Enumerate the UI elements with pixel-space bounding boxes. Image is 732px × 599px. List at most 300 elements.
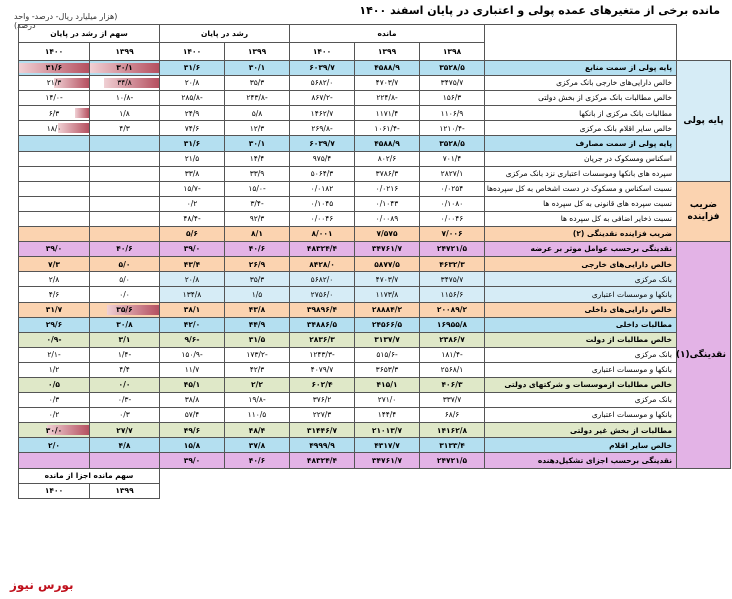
- balance-cell: ۵۶۸۲/۰: [290, 76, 355, 91]
- row-label: بانک مرکزی: [485, 347, 677, 362]
- table-row: [19, 317, 731, 332]
- balance-cell: ۲۴۷۲۱/۵: [420, 242, 485, 257]
- watermark: بورس نیوز: [10, 578, 74, 592]
- share-value: -۰/۳: [117, 395, 132, 405]
- share-cell: [19, 393, 90, 408]
- balance-group-header: مانده: [290, 25, 485, 43]
- share-value: ۳۴/۸: [117, 78, 132, 88]
- share-cell: [19, 438, 90, 453]
- balance-cell: ۲۷۵۶/۰: [290, 287, 355, 302]
- growth-cell: ۳۰/۱: [225, 136, 290, 151]
- balance-cell: ۲۰۰۸۹/۲: [420, 302, 485, 317]
- share-cell: [90, 302, 160, 317]
- table-row: [19, 408, 731, 423]
- share-value: -۱۰/۸: [115, 93, 134, 103]
- balance-cell: ۲۲۷/۳: [290, 408, 355, 423]
- table-row: [19, 61, 731, 76]
- growth-cell: ۳۱/۶: [160, 136, 225, 151]
- balance-cell: ۰/۰۱۸۲: [290, 181, 355, 196]
- share-bar: [75, 108, 89, 118]
- share-footer-year: ۱۴۰۰: [19, 483, 90, 498]
- share-cell: [90, 121, 160, 136]
- table-row: [19, 453, 731, 468]
- table-row: [19, 362, 731, 377]
- share-value: ۲/۰: [48, 440, 60, 450]
- growth-cell: ۳۱/۶: [160, 61, 225, 76]
- balance-cell: ۳۱۴۴۶/۷: [290, 423, 355, 438]
- share-cell: [19, 166, 90, 181]
- balance-cell: ۳۶۵۳/۳: [355, 362, 420, 377]
- growth-cell: ۱۵/۸: [160, 438, 225, 453]
- row-label: نقدینگی برحسب اجزای تشکیل‌دهنده: [485, 453, 677, 468]
- balance-cell: ۷۰۱/۴: [420, 151, 485, 166]
- balance-cell: ۲۴۵۶۶/۵: [355, 317, 420, 332]
- balance-cell: ۳۴۸۸۶/۵: [290, 317, 355, 332]
- share-cell: [90, 106, 160, 121]
- share-value: ۲۱/۳: [46, 78, 62, 88]
- share-value: ۵/۰: [118, 259, 131, 269]
- balance-cell: ۱۴۴/۴: [355, 408, 420, 423]
- balance-cell: ۳۵۲۸/۵: [420, 136, 485, 151]
- table-row: [19, 121, 731, 136]
- balance-cell: ۱۶۹۵۵/۸: [420, 317, 485, 332]
- page-title: مانده برخی از متغیرهای عمده پولی و اعتباری در پایان اسفند ۱۴۰۰: [359, 4, 720, 17]
- balance-cell: ۲۷۱/۰: [355, 393, 420, 408]
- share-value: -۲/۱: [47, 350, 61, 360]
- table-row: [19, 347, 731, 362]
- balance-cell: ۰/۱۰۸۰: [420, 196, 485, 211]
- share-cell: [90, 362, 160, 377]
- growth-cell: ۷۴/۶: [160, 121, 225, 136]
- balance-cell: ۴۸۳۲۴/۴: [290, 242, 355, 257]
- monetary-table: [18, 24, 731, 499]
- share-value: -۱۴/۰: [45, 93, 63, 103]
- growth-cell: ۲۰/۸: [160, 76, 225, 91]
- balance-cell: ۸۰۲/۶: [355, 151, 420, 166]
- share-value: ۳۱/۷: [45, 304, 63, 314]
- growth-cell: -۱۵۰/۹: [160, 347, 225, 362]
- balance-cell: ۴۷۰۳/۷: [355, 76, 420, 91]
- table-row: [19, 377, 731, 392]
- row-label: خالص مطالبات از دولت: [485, 332, 677, 347]
- balance-cell: ۰/۰۲۵۴: [420, 181, 485, 196]
- balance-cell: ۶۰۳۹/۷: [290, 61, 355, 76]
- balance-cell: ۱۱۷۳/۸: [355, 287, 420, 302]
- share-cell: [19, 181, 90, 196]
- row-label: خالص مطالبات بانک مرکزی از بخش دولتی: [485, 91, 677, 106]
- balance-cell: ۶۰۲/۴: [290, 377, 355, 392]
- share-value: ۴/۳: [119, 123, 130, 133]
- share-cell: [90, 211, 160, 226]
- year-header: ۱۳۹۸: [420, 43, 485, 61]
- balance-cell: ۰/۰۰۴۶: [420, 211, 485, 226]
- share-value: ۵/۰: [119, 274, 130, 284]
- balance-cell: ۳۴۷۵/۷: [420, 272, 485, 287]
- growth-cell: ۱۱/۷: [160, 362, 225, 377]
- share-value: ۷/۳: [48, 259, 60, 269]
- balance-cell: ۶۰۳۹/۷: [290, 136, 355, 151]
- growth-cell: ۸/۱: [225, 227, 290, 242]
- share-cell: [90, 136, 160, 151]
- balance-cell: ۲۴۷۲۱/۵: [420, 453, 485, 468]
- growth-cell: ۳۱/۵: [225, 332, 290, 347]
- balance-cell: ۲۸۲۷/۱: [420, 166, 485, 181]
- category-label: ضریب فزاینده: [677, 181, 731, 241]
- row-label: نسبت سپرده های قانونی به کل سپرده ها: [485, 196, 677, 211]
- table-row: [19, 211, 731, 226]
- share-value: ۲۹/۶: [45, 319, 63, 329]
- growth-cell: -۴۸/۴: [160, 211, 225, 226]
- balance-cell: ۰/۰۰۴۶: [290, 211, 355, 226]
- year-header: ۱۳۹۹: [225, 43, 290, 61]
- table-row: [19, 272, 731, 287]
- share-cell: [19, 408, 90, 423]
- row-label: مطالبات داخلی: [485, 317, 677, 332]
- balance-cell: ۳۹۸۹۶/۴: [290, 302, 355, 317]
- share-cell: [19, 91, 90, 106]
- growth-cell: ۵/۶: [160, 227, 225, 242]
- share-value: ۰/۰: [119, 289, 130, 299]
- balance-cell: ۵۶۸۲/۰: [290, 272, 355, 287]
- share-cell: [19, 61, 90, 76]
- growth-cell: ۴۸/۴: [225, 423, 290, 438]
- share-cell: [90, 347, 160, 362]
- share-cell: [19, 136, 90, 151]
- balance-cell: ۳۷۶/۲: [290, 393, 355, 408]
- balance-cell: ۲۳۸۶/۷: [420, 332, 485, 347]
- share-cell: [90, 76, 160, 91]
- table-row: [19, 106, 731, 121]
- share-cell: [19, 332, 90, 347]
- share-cell: [19, 227, 90, 242]
- share-value: ۳/۱: [118, 334, 131, 344]
- table-row: [19, 468, 731, 483]
- share-cell: [90, 287, 160, 302]
- growth-cell: ۴۰/۶: [225, 242, 290, 257]
- balance-cell: ۵۸۷۷/۵: [355, 257, 420, 272]
- share-value: ۳۰/۱: [116, 63, 133, 73]
- share-value: ۰/۳: [119, 410, 130, 420]
- share-value: -۱/۴: [117, 350, 132, 360]
- row-label: بانکها و موسسات اعتباری: [485, 287, 677, 302]
- row-label: خالص دارایی‌های خارجی بانک مرکزی: [485, 76, 677, 91]
- balance-cell: -۱۲۱۰/۴: [420, 121, 485, 136]
- balance-cell: ۴۹۹۹/۹: [290, 438, 355, 453]
- share-cell: [90, 377, 160, 392]
- share-footer-title: سهم مانده اجزا از مانده: [19, 468, 160, 483]
- row-label: اسکناس ومسکوک در جریان: [485, 151, 677, 166]
- share-cell: [19, 121, 90, 136]
- table-row: [19, 393, 731, 408]
- growth-cell: -۱۹/۸: [225, 393, 290, 408]
- share-cell: [19, 362, 90, 377]
- share-cell: [19, 106, 90, 121]
- balance-cell: ۱۱۰۶/۹: [420, 106, 485, 121]
- share-cell: [90, 257, 160, 272]
- share-value: ۰/۲: [48, 410, 60, 420]
- share-value: ۰/۵: [48, 380, 60, 390]
- row-label: بانکها و موسسات اعتباری: [485, 408, 677, 423]
- share-footer-year: ۱۳۹۹: [90, 483, 160, 498]
- growth-cell: ۳۹/۰: [160, 453, 225, 468]
- balance-cell: ۵۰۶۴/۳: [290, 166, 355, 181]
- year-header: ۱۳۹۹: [90, 43, 160, 61]
- table-row: [19, 287, 731, 302]
- growth-cell: ۲۱/۵: [160, 151, 225, 166]
- row-label: بانکها و موسسات اعتباری: [485, 362, 677, 377]
- balance-cell: ۳۴۷۶۱/۷: [355, 242, 420, 257]
- share-cell: [19, 211, 90, 226]
- share-cell: [90, 227, 160, 242]
- row-label: خالص سایر اقلام بانک مرکزی: [485, 121, 677, 136]
- share-cell: [90, 423, 160, 438]
- balance-cell: ۴۳۱۷/۷: [355, 438, 420, 453]
- share-cell: [90, 453, 160, 468]
- share-cell: [19, 287, 90, 302]
- row-label: خالص دارایی‌های داخلی: [485, 302, 677, 317]
- share-cell: [90, 91, 160, 106]
- growth-cell: ۲۴/۹: [160, 106, 225, 121]
- balance-cell: ۳۱۳۷/۷: [355, 332, 420, 347]
- share-cell: [19, 347, 90, 362]
- growth-cell: ۱/۵: [225, 287, 290, 302]
- share-value: ۲/۸: [48, 274, 60, 284]
- growth-cell: ۱۳۴/۸: [160, 287, 225, 302]
- share-value: ۰/۰: [118, 380, 131, 390]
- balance-cell: ۴۰۶/۳: [420, 377, 485, 392]
- growth-cell: ۱۴/۴: [225, 151, 290, 166]
- year-header: ۱۳۹۹: [355, 43, 420, 61]
- share-cell: [19, 302, 90, 317]
- category-label: پایه پولی: [677, 61, 731, 182]
- growth-cell: -۲۸۵/۸: [160, 91, 225, 106]
- share-cell: [90, 408, 160, 423]
- year-header: ۱۴۰۰: [290, 43, 355, 61]
- balance-cell: ۲۵۶۸/۱: [420, 362, 485, 377]
- growth-cell: ۵/۸: [225, 106, 290, 121]
- growth-cell: ۵۷/۴: [160, 408, 225, 423]
- balance-cell: ۲۸۳۶/۳: [290, 332, 355, 347]
- growth-cell: ۲/۲: [225, 377, 290, 392]
- share-cell: [90, 181, 160, 196]
- share-cell: [19, 423, 90, 438]
- share-cell: [19, 453, 90, 468]
- share-cell: [90, 166, 160, 181]
- category-label: نقدینگی(۱): [677, 242, 731, 468]
- share-value: ۳۵/۶: [116, 304, 133, 314]
- share-value: ۴۰/۶: [116, 244, 133, 254]
- share-value: ۳۰/۰: [45, 425, 63, 435]
- growth-cell: ۳۳/۹: [225, 166, 290, 181]
- balance-cell: ۴۷۰۳/۷: [355, 272, 420, 287]
- share-value: ۳۰/۸: [116, 319, 133, 329]
- share-value: ۴/۶: [48, 289, 60, 299]
- share-value: ۴/۴: [119, 365, 130, 375]
- share-value: ۱/۲: [48, 365, 60, 375]
- balance-cell: ۳۴۷۶۱/۷: [355, 453, 420, 468]
- balance-cell: ۴۶۳۲/۳: [420, 257, 485, 272]
- share-value: ۰/۳: [48, 395, 60, 405]
- growth-group-header: رشد در پایان: [160, 25, 290, 43]
- share-value: ۴/۸: [118, 440, 131, 450]
- growth-cell: ۳۸/۱: [160, 302, 225, 317]
- growth-cell: -۱۵/۰: [225, 181, 290, 196]
- row-label: پایه پولی از سمت مصارف: [485, 136, 677, 151]
- growth-cell: ۱۲/۳: [225, 121, 290, 136]
- growth-cell: -۱۵/۷: [160, 181, 225, 196]
- row-label: مطالبات از بخش غیر دولتی: [485, 423, 677, 438]
- table-row: [19, 181, 731, 196]
- balance-cell: ۳۷۸۶/۳: [355, 166, 420, 181]
- growth-cell: ۹۲/۳: [225, 211, 290, 226]
- share-cell: [90, 242, 160, 257]
- table-row: [19, 332, 731, 347]
- share-value: ۱/۸: [119, 108, 130, 118]
- growth-cell: ۴۴/۹: [225, 317, 290, 332]
- row-label: نقدینگی برحسب عوامل موثر بر عرضه: [485, 242, 677, 257]
- row-label: بانک مرکزی: [485, 393, 677, 408]
- units-note: (هزار میلیارد ریال- درصد- واحد درصد): [14, 12, 118, 30]
- balance-cell: ۰/۰۲۱۶: [355, 181, 420, 196]
- share-value: ۱۸/۰: [46, 123, 62, 133]
- balance-cell: ۹۷۵/۴: [290, 151, 355, 166]
- share-value: ۶/۳: [48, 108, 60, 118]
- share-cell: [19, 377, 90, 392]
- balance-cell: ۲۱۰۱۳/۷: [355, 423, 420, 438]
- balance-cell: -۱۰۶۱/۴: [355, 121, 420, 136]
- growth-cell: ۲۰/۸: [160, 272, 225, 287]
- row-label: خالص مطالبات ازموسسات و شرکتهای دولتی: [485, 377, 677, 392]
- year-header: ۱۴۰۰: [160, 43, 225, 61]
- share-cell: [90, 317, 160, 332]
- growth-cell: ۴۵/۱: [160, 377, 225, 392]
- balance-cell: ۴۵۸۸/۹: [355, 61, 420, 76]
- growth-cell: ۳۳/۸: [160, 166, 225, 181]
- row-label: بانک مرکزی: [485, 272, 677, 287]
- growth-cell: -۳/۴: [225, 196, 290, 211]
- balance-cell: ۳۵۲۸/۵: [420, 61, 485, 76]
- growth-cell: ۴۰/۶: [225, 453, 290, 468]
- balance-cell: ۱۴۶۲/۷: [290, 106, 355, 121]
- share-cell: [19, 257, 90, 272]
- table-row: [19, 76, 731, 91]
- growth-cell: ۴۳/۸: [225, 302, 290, 317]
- table-row: [19, 483, 731, 498]
- row-label: پایه پولی از سمت منابع: [485, 61, 677, 76]
- share-cell: [90, 151, 160, 166]
- share-group-header: سهم از رشد در پایان: [19, 25, 160, 43]
- row-label: خالص سایر اقلام: [485, 438, 677, 453]
- balance-cell: ۳۱۳۳/۴: [420, 438, 485, 453]
- balance-cell: ۱۱۷۱/۴: [355, 106, 420, 121]
- balance-cell: ۴۵۸۸/۹: [355, 136, 420, 151]
- share-cell: [19, 196, 90, 211]
- share-value: ۳۹/۰: [45, 244, 63, 254]
- balance-cell: ۸۴۲۸/۰: [290, 257, 355, 272]
- balance-cell: ۱۴۱۶۲/۸: [420, 423, 485, 438]
- share-cell: [90, 61, 160, 76]
- balance-cell: ۰/۱۰۴۵: [290, 196, 355, 211]
- growth-cell: -۹/۶: [160, 332, 225, 347]
- growth-cell: ۳۹/۰: [160, 242, 225, 257]
- balance-cell: ۲۸۸۸۴/۲: [355, 302, 420, 317]
- balance-cell: -۸۶۷/۲: [290, 91, 355, 106]
- balance-cell: ۸/۰۰۱: [290, 227, 355, 242]
- table-row: [19, 136, 731, 151]
- growth-cell: ۴۲/۳: [225, 362, 290, 377]
- share-value: -۰/۹: [46, 334, 62, 344]
- share-cell: [90, 196, 160, 211]
- balance-cell: ۳۳۷/۷: [420, 393, 485, 408]
- balance-cell: ۳۴۷۵/۷: [420, 76, 485, 91]
- table-row: [19, 196, 731, 211]
- share-bar: [107, 305, 159, 315]
- balance-cell: ۰/۰۰۸۹: [355, 211, 420, 226]
- share-cell: [90, 272, 160, 287]
- share-cell: [19, 317, 90, 332]
- balance-cell: ۱۱۵۶/۶: [420, 287, 485, 302]
- growth-cell: ۲۶/۹: [225, 257, 290, 272]
- row-label: نسبت ذخایر اضافی به کل سپرده ها: [485, 211, 677, 226]
- share-value: ۲۷/۷: [116, 425, 133, 435]
- row-label: نسبت اسکناس و مسکوک در دست اشخاص به کل سپرده‌ها: [485, 181, 677, 196]
- growth-cell: ۴۹/۶: [160, 423, 225, 438]
- share-cell: [90, 332, 160, 347]
- growth-cell: ۰/۲: [160, 196, 225, 211]
- growth-cell: ۳۰/۱: [225, 61, 290, 76]
- share-bar: [58, 123, 90, 133]
- table-row: [19, 302, 731, 317]
- growth-cell: ۴۲/۰: [160, 317, 225, 332]
- table-row: [19, 151, 731, 166]
- balance-cell: ۶۸/۶: [420, 408, 485, 423]
- table-row: [19, 438, 731, 453]
- table-row: [19, 91, 731, 106]
- growth-cell: ۳۵/۳: [225, 272, 290, 287]
- table-row: [19, 227, 731, 242]
- row-label: خالص دارایی‌های خارجی: [485, 257, 677, 272]
- table-row: [19, 257, 731, 272]
- year-header: ۱۴۰۰: [19, 43, 90, 61]
- growth-cell: ۱۱۰/۵: [225, 408, 290, 423]
- table-row: [19, 423, 731, 438]
- share-cell: [90, 438, 160, 453]
- share-cell: [19, 151, 90, 166]
- balance-cell: ۱۵۶/۳: [420, 91, 485, 106]
- share-cell: [19, 272, 90, 287]
- table-row: [19, 242, 731, 257]
- balance-cell: -۵۱۵/۶: [355, 347, 420, 362]
- share-cell: [19, 76, 90, 91]
- balance-cell: ۴۱۵/۱: [355, 377, 420, 392]
- table-row: [19, 166, 731, 181]
- row-label: ضریب فزاینده نقدینگی (۲): [485, 227, 677, 242]
- share-cell: [19, 242, 90, 257]
- growth-cell: ۴۳/۴: [160, 257, 225, 272]
- balance-cell: -۲۲۴/۸: [355, 91, 420, 106]
- row-label: مطالبات بانک مرکزی از بانکها: [485, 106, 677, 121]
- balance-cell: -۱۸۱/۴: [420, 347, 485, 362]
- balance-cell: ۴۸۳۲۴/۴: [290, 453, 355, 468]
- share-cell: [90, 393, 160, 408]
- balance-cell: ۷/۵۷۵: [355, 227, 420, 242]
- growth-cell: ۳۵/۳: [225, 76, 290, 91]
- row-label: سپرده های بانکها وموسسات اعتباری نزد بانک مرکزی: [485, 166, 677, 181]
- share-value: ۳۱/۶: [45, 63, 63, 73]
- balance-cell: ۴۰۷۹/۷: [290, 362, 355, 377]
- growth-cell: -۲۴۳/۸: [225, 91, 290, 106]
- balance-cell: -۲۶۹/۸: [290, 121, 355, 136]
